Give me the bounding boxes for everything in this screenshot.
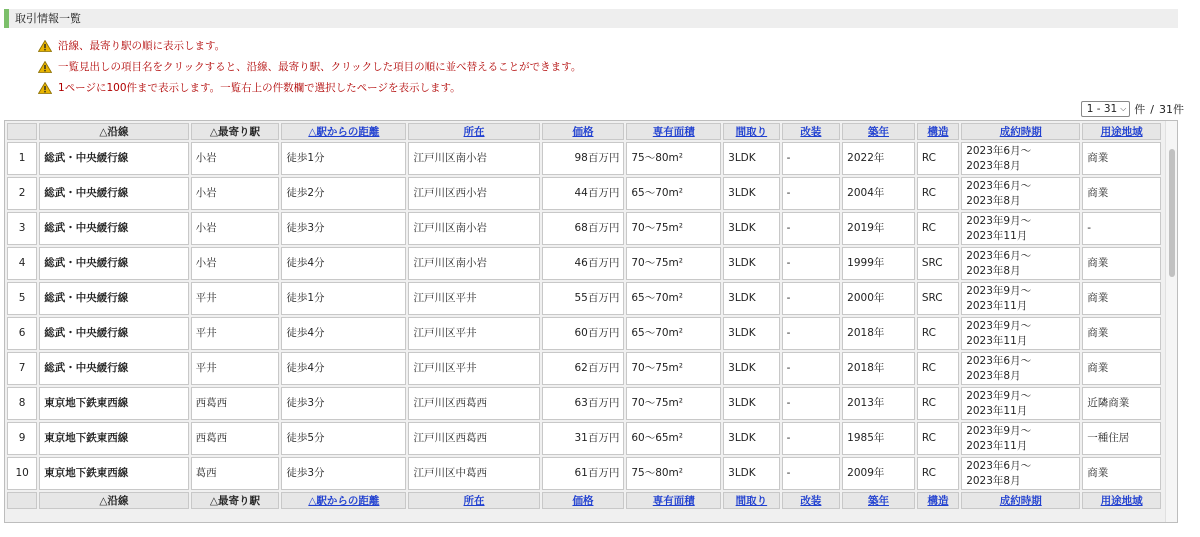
cell-built: 2022年: [842, 142, 915, 175]
header-col-6[interactable]: [626, 123, 721, 140]
period-start: 2023年9月～: [966, 389, 1032, 402]
warning-icon: [38, 40, 52, 52]
cell-zoning: 商業: [1082, 282, 1161, 315]
cell-price: 61百万円: [542, 457, 625, 490]
cell-period: [961, 212, 1080, 245]
cell-area: 70～75m²: [626, 212, 721, 245]
sort-link[interactable]: 改装: [800, 126, 822, 138]
header-col-12[interactable]: [1082, 123, 1161, 140]
cell-period: [961, 142, 1080, 175]
page-range-value: 1 - 31: [1086, 103, 1118, 115]
cell-location: 江戸川区平井: [408, 352, 539, 385]
sort-link[interactable]: 専有面積: [652, 495, 695, 507]
page-range-select[interactable]: [1081, 101, 1131, 117]
cell-price: 31百万円: [542, 422, 625, 455]
period-start: 2023年6月～: [966, 179, 1032, 192]
cell-period: [961, 457, 1080, 490]
period-end: 2023年11月: [966, 299, 1028, 312]
sort-link[interactable]: 所在: [463, 495, 485, 507]
sort-link[interactable]: 築年: [867, 495, 889, 507]
period-end: 2023年8月: [966, 474, 1021, 487]
cell-area: 70～75m²: [626, 352, 721, 385]
cell-location: 江戸川区西小岩: [408, 177, 539, 210]
footer-header-col-11[interactable]: [961, 492, 1080, 509]
footer-header-col-2: △最寄り駅: [191, 492, 280, 509]
sort-link[interactable]: 価格: [572, 495, 594, 507]
footer-header-col-12[interactable]: [1082, 492, 1161, 509]
cell-structure: SRC: [917, 282, 959, 315]
table-row: [7, 212, 1161, 245]
cell-line: 総武・中央緩行線: [39, 317, 188, 350]
cell-no: 2: [7, 177, 37, 210]
cell-zoning: 商業: [1082, 142, 1161, 175]
notice-text: 1ページに100件まで表示します。一覧右上の件数欄で選択したページを表示します。: [58, 82, 461, 94]
cell-zoning: 商業: [1082, 317, 1161, 350]
cell-no: 5: [7, 282, 37, 315]
notice-item: [38, 77, 581, 98]
transaction-table-frame: [4, 120, 1178, 523]
cell-renovation: -: [782, 457, 841, 490]
footer-header-col-9[interactable]: [842, 492, 915, 509]
header-col-8[interactable]: [782, 123, 841, 140]
cell-structure: RC: [917, 212, 959, 245]
count-unit: 件: [1134, 103, 1146, 116]
notice-item: [38, 56, 581, 77]
cell-layout: 3LDK: [723, 352, 780, 385]
cell-price: 68百万円: [542, 212, 625, 245]
cell-period: [961, 247, 1080, 280]
warning-icon: [38, 82, 52, 94]
cell-price: 98百万円: [542, 142, 625, 175]
cell-area: 60～65m²: [626, 422, 721, 455]
cell-station: 平井: [191, 317, 280, 350]
period-end: 2023年11月: [966, 404, 1028, 417]
sort-link[interactable]: △駅からの距離: [308, 126, 380, 138]
cell-renovation: -: [782, 422, 841, 455]
cell-layout: 3LDK: [723, 247, 780, 280]
notice-list: [38, 35, 581, 98]
cell-line: 東京地下鉄東西線: [39, 387, 188, 420]
cell-zoning: -: [1082, 212, 1161, 245]
sort-link[interactable]: 構造: [927, 495, 949, 507]
sort-link[interactable]: 間取り: [735, 495, 768, 507]
cell-structure: RC: [917, 317, 959, 350]
period-end: 2023年8月: [966, 264, 1021, 277]
cell-structure: RC: [917, 142, 959, 175]
cell-zoning: 商業: [1082, 352, 1161, 385]
footer-header-row: [7, 492, 1161, 509]
cell-built: 2018年: [842, 352, 915, 385]
cell-line: 総武・中央緩行線: [39, 212, 188, 245]
cell-distance: 徒歩4分: [281, 352, 406, 385]
period-end: 2023年11月: [966, 334, 1028, 347]
cell-distance: 徒歩3分: [281, 212, 406, 245]
sort-link[interactable]: 成約時期: [999, 495, 1042, 507]
cell-location: 江戸川区中葛西: [408, 457, 539, 490]
cell-location: 江戸川区西葛西: [408, 387, 539, 420]
period-end: 2023年8月: [966, 194, 1021, 207]
cell-layout: 3LDK: [723, 212, 780, 245]
cell-area: 70～75m²: [626, 247, 721, 280]
sort-link[interactable]: 間取り: [735, 126, 768, 138]
cell-price: 60百万円: [542, 317, 625, 350]
cell-layout: 3LDK: [723, 282, 780, 315]
cell-station: 小岩: [191, 247, 280, 280]
cell-structure: RC: [917, 387, 959, 420]
sort-link[interactable]: 所在: [463, 126, 485, 138]
cell-renovation: -: [782, 352, 841, 385]
cell-layout: 3LDK: [723, 317, 780, 350]
cell-price: 46百万円: [542, 247, 625, 280]
period-end: 2023年11月: [966, 229, 1028, 242]
cell-area: 65～70m²: [626, 317, 721, 350]
footer-header-col-1: △沿線: [39, 492, 188, 509]
table-row: [7, 352, 1161, 385]
cell-built: 2009年: [842, 457, 915, 490]
cell-built: 2004年: [842, 177, 915, 210]
period-end: 2023年8月: [966, 369, 1021, 382]
footer-header-col-10[interactable]: [917, 492, 959, 509]
header-col-9[interactable]: [842, 123, 915, 140]
cell-no: 7: [7, 352, 37, 385]
period-start: 2023年9月～: [966, 284, 1032, 297]
scrollbar-thumb[interactable]: [1169, 149, 1175, 277]
notice-item: [38, 35, 581, 56]
cell-no: 1: [7, 142, 37, 175]
cell-line: 総武・中央緩行線: [39, 352, 188, 385]
sort-link[interactable]: △駅からの距離: [308, 495, 380, 507]
transaction-table: [5, 121, 1163, 511]
sort-link[interactable]: 用途地域: [1100, 495, 1143, 507]
cell-area: 70～75m²: [626, 387, 721, 420]
cell-layout: 3LDK: [723, 142, 780, 175]
cell-built: 1985年: [842, 422, 915, 455]
notice-text: 沿線、最寄り駅の順に表示します。: [58, 40, 226, 52]
cell-price: 62百万円: [542, 352, 625, 385]
cell-station: 平井: [191, 352, 280, 385]
header-col-2: △最寄り駅: [191, 123, 280, 140]
period-start: 2023年9月～: [966, 319, 1032, 332]
cell-renovation: -: [782, 282, 841, 315]
cell-distance: 徒歩5分: [281, 422, 406, 455]
cell-area: 75～80m²: [626, 457, 721, 490]
cell-location: 江戸川区南小岩: [408, 142, 539, 175]
cell-line: 東京地下鉄東西線: [39, 422, 188, 455]
cell-distance: 徒歩4分: [281, 317, 406, 350]
header-col-10[interactable]: [917, 123, 959, 140]
cell-layout: 3LDK: [723, 422, 780, 455]
cell-period: [961, 177, 1080, 210]
cell-layout: 3LDK: [723, 177, 780, 210]
cell-renovation: -: [782, 142, 841, 175]
cell-price: 63百万円: [542, 387, 625, 420]
cell-period: [961, 282, 1080, 315]
cell-built: 2018年: [842, 317, 915, 350]
cell-station: 小岩: [191, 212, 280, 245]
cell-period: [961, 317, 1080, 350]
sort-link[interactable]: 築年: [867, 126, 889, 138]
cell-zoning: 商業: [1082, 177, 1161, 210]
cell-area: 65～70m²: [626, 177, 721, 210]
table-row: [7, 247, 1161, 280]
period-start: 2023年6月～: [966, 144, 1032, 157]
footer-header-col-0: [7, 492, 37, 509]
table-row: [7, 142, 1161, 175]
cell-zoning: 近隣商業: [1082, 387, 1161, 420]
cell-location: 江戸川区南小岩: [408, 247, 539, 280]
header-col-7[interactable]: [723, 123, 780, 140]
cell-line: 総武・中央緩行線: [39, 177, 188, 210]
cell-location: 江戸川区西葛西: [408, 422, 539, 455]
cell-period: [961, 352, 1080, 385]
cell-price: 44百万円: [542, 177, 625, 210]
cell-line: 総武・中央緩行線: [39, 282, 188, 315]
table-row: [7, 317, 1161, 350]
period-start: 2023年9月～: [966, 214, 1032, 227]
sort-link[interactable]: 専有面積: [652, 126, 695, 138]
cell-renovation: -: [782, 177, 841, 210]
cell-built: 1999年: [842, 247, 915, 280]
count-separator: /: [1150, 102, 1154, 116]
period-start: 2023年6月～: [966, 459, 1032, 472]
header-col-1: △沿線: [39, 123, 188, 140]
table-row: [7, 457, 1161, 490]
cell-station: 葛西: [191, 457, 280, 490]
sort-link[interactable]: 成約時期: [999, 126, 1042, 138]
table-row: [7, 422, 1161, 455]
cell-no: 10: [7, 457, 37, 490]
period-start: 2023年6月～: [966, 354, 1032, 367]
cell-station: 小岩: [191, 177, 280, 210]
header-col-3[interactable]: [281, 123, 406, 140]
header-col-4[interactable]: [408, 123, 539, 140]
cell-built: 2013年: [842, 387, 915, 420]
cell-no: 8: [7, 387, 37, 420]
footer-header-col-8[interactable]: [782, 492, 841, 509]
cell-structure: RC: [917, 457, 959, 490]
cell-structure: RC: [917, 177, 959, 210]
sort-link[interactable]: 用途地域: [1100, 126, 1143, 138]
cell-station: 平井: [191, 282, 280, 315]
cell-no: 6: [7, 317, 37, 350]
cell-structure: RC: [917, 352, 959, 385]
period-end: 2023年11月: [966, 439, 1028, 452]
page-bottom: [0, 523, 1200, 537]
header-col-11[interactable]: [961, 123, 1080, 140]
footer-header-col-3[interactable]: [281, 492, 406, 509]
footer-header-col-6[interactable]: [626, 492, 721, 509]
cell-period: [961, 422, 1080, 455]
period-start: 2023年6月～: [966, 249, 1032, 262]
pagination: [1081, 101, 1184, 117]
header-col-0: [7, 123, 37, 140]
cell-line: 総武・中央緩行線: [39, 142, 188, 175]
table-row: [7, 282, 1161, 315]
cell-location: 江戸川区平井: [408, 282, 539, 315]
cell-area: 65～70m²: [626, 282, 721, 315]
cell-layout: 3LDK: [723, 387, 780, 420]
cell-station: 西葛西: [191, 422, 280, 455]
cell-line: 東京地下鉄東西線: [39, 457, 188, 490]
cell-distance: 徒歩3分: [281, 457, 406, 490]
sort-link[interactable]: 改装: [800, 495, 822, 507]
cell-structure: RC: [917, 422, 959, 455]
notice-text: 一覧見出しの項目名をクリックすると、沿線、最寄り駅、クリックした項目の順に並べ替えることができます。: [58, 61, 582, 73]
period-start: 2023年9月～: [966, 424, 1032, 437]
cell-built: 2019年: [842, 212, 915, 245]
total-count: 31件: [1159, 103, 1184, 116]
cell-built: 2000年: [842, 282, 915, 315]
cell-layout: 3LDK: [723, 457, 780, 490]
chevron-down-icon: ⌵: [1120, 104, 1127, 113]
cell-renovation: -: [782, 247, 841, 280]
cell-no: 4: [7, 247, 37, 280]
cell-area: 75～80m²: [626, 142, 721, 175]
cell-renovation: -: [782, 212, 841, 245]
cell-zoning: 一種住居: [1082, 422, 1161, 455]
cell-distance: 徒歩3分: [281, 387, 406, 420]
cell-location: 江戸川区平井: [408, 317, 539, 350]
table-row: [7, 177, 1161, 210]
cell-no: 9: [7, 422, 37, 455]
sort-link[interactable]: 価格: [572, 126, 594, 138]
cell-location: 江戸川区南小岩: [408, 212, 539, 245]
cell-distance: 徒歩1分: [281, 282, 406, 315]
cell-zoning: 商業: [1082, 457, 1161, 490]
cell-station: 西葛西: [191, 387, 280, 420]
section-title: 取引情報一覧: [4, 9, 1178, 28]
header-col-5[interactable]: [542, 123, 625, 140]
cell-zoning: 商業: [1082, 247, 1161, 280]
footer-header-col-7[interactable]: [723, 492, 780, 509]
warning-icon: [38, 61, 52, 73]
cell-price: 55百万円: [542, 282, 625, 315]
cell-distance: 徒歩2分: [281, 177, 406, 210]
cell-line: 総武・中央緩行線: [39, 247, 188, 280]
table-row: [7, 387, 1161, 420]
cell-distance: 徒歩4分: [281, 247, 406, 280]
cell-station: 小岩: [191, 142, 280, 175]
period-end: 2023年8月: [966, 159, 1021, 172]
header-row: [7, 123, 1161, 140]
cell-no: 3: [7, 212, 37, 245]
cell-period: [961, 387, 1080, 420]
footer-header-col-4[interactable]: [408, 492, 539, 509]
cell-distance: 徒歩1分: [281, 142, 406, 175]
cell-structure: SRC: [917, 247, 959, 280]
footer-header-col-5[interactable]: [542, 492, 625, 509]
sort-link[interactable]: 構造: [927, 126, 949, 138]
vertical-scrollbar[interactable]: [1165, 121, 1177, 522]
cell-renovation: -: [782, 317, 841, 350]
cell-renovation: -: [782, 387, 841, 420]
